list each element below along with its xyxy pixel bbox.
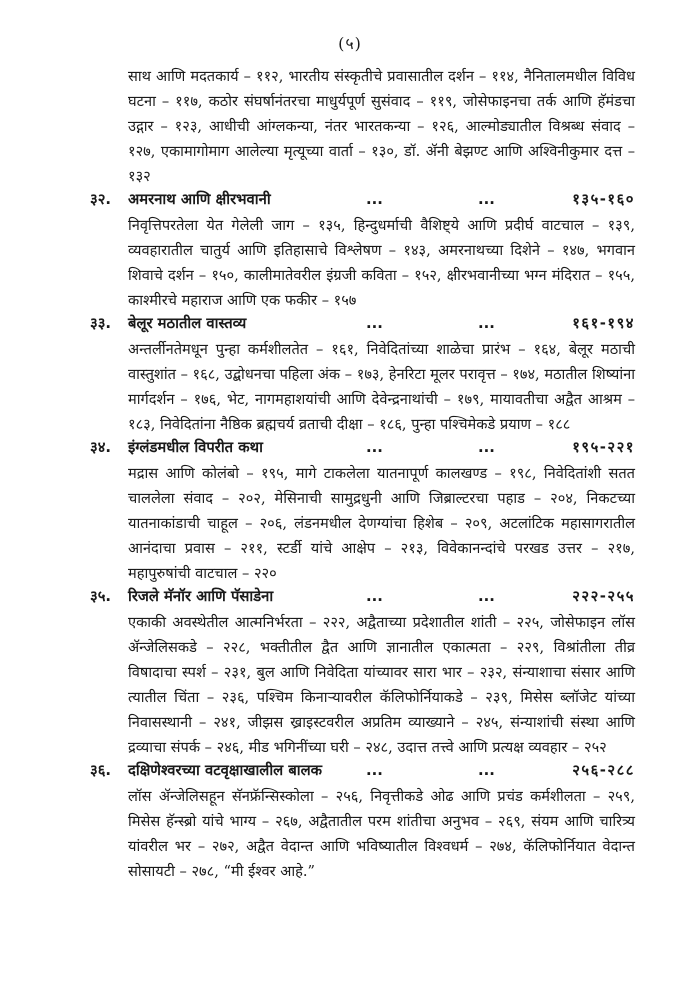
section-leader-dots: ... — [478, 191, 495, 208]
section-heading — [90, 760, 635, 784]
section-title: बेलूर मठातील वास्तव्य — [128, 315, 247, 332]
section-33 — [90, 313, 635, 437]
section-number: ३२. — [90, 191, 112, 208]
section-title: दक्षिणेश्वरच्या वटवृक्षाखालील बालक — [128, 762, 323, 779]
section-leader-dots: ... — [478, 762, 495, 779]
section-paragraph: एकाकी अवस्थेतील आत्मनिर्भरता – २२२, अद्वैताच्या प्रदेशातील शांती – २२५, जोसेफाइन लॉस ॲन्जेलिसकडे – २२८, भक्तीतील द्वैत आणि ज्ञानातील एकात्मता – २२९, विश्रांतीला तीव्र विषादाचा स्पर्श – २३१, बुल आणि निवेदिता यांच्यावर सारा भार – २३२, संन्याशाचा संसार आणि त्यातील चिंता – २३६, पश्चिम किनाऱ्यावरील कॅलिफोर्नियाकडे – २३९, मिसेस ब्लॉजेट यांच्या निवासस्थानी – २४१, जीझस ख्राइस्टवरील अप्रतिम व्याख्याने – २४५, संन्याशांची संस्था आणि द्रव्याचा संपर्क – २४६, मीड भगिनींच्या घरी – २४८, उदात्त तत्त्वे आणि प्रत्यक्ष व्यवहार – २५२ — [128, 614, 635, 756]
section-35 — [90, 586, 635, 760]
section-number: ३४. — [90, 439, 112, 456]
section-leader-dots: ... — [366, 315, 383, 332]
section-page-range: १६१-१९४ — [572, 315, 635, 332]
section-heading — [90, 189, 635, 213]
section-paragraph: लॉस ॲन्जेलिसहून सॅनफ्रॅन्सिस्कोला – २५६, निवृत्तीकडे ओढ आणि प्रचंड कर्मशीलता – २५९, मिसेस हॅन्स्ब्रो यांचे भाग्य – २६७, अद्वैतातील परम शांतीचा अनुभव – २६९, संयम आणि चारित्र्य यांवरील भर – २७२, अद्वैत वेदान्त आणि भविष्यातील विश्वधर्म – २७४, कॅलिफोर्नियात वेदान्त सोसायटी – २७८, “मी ईश्वर आहे.” — [128, 788, 635, 880]
section-heading — [90, 586, 635, 610]
table-of-contents — [90, 64, 635, 884]
section-page-range: २२२-२५५ — [572, 588, 635, 605]
section-leader-dots: ... — [478, 439, 495, 456]
section-leader-dots: ... — [366, 439, 383, 456]
section-number: ३३. — [90, 315, 112, 332]
section-paragraph: अन्तर्लीनतेमधून पुन्हा कर्मशीलतेत – १६१, निवेदितांच्या शाळेचा प्रारंभ – १६४, बेलूर मठाची वास्तुशांत – १६८, उद्बोधनचा पहिला अंक – १७३, हेनरिटा मूलर परावृत्त – १७४, मठातील शिष्यांना मार्गदर्शन – १७६, भेट, नागमहाशयांची आणि देवेन्द्रनाथांची – १७९, मायावतीचा अद्वैत आश्रम – १८३, निवेदितांना नैष्ठिक ब्रह्मचर्य व्रताची दीक्षा – १८६, पुन्हा पश्चिमेकडे प्रयाण – १८८ — [128, 341, 635, 433]
section-title: रिजले मॅनॉर आणि पॅसाडेना — [128, 588, 274, 605]
page-number: (५) — [338, 34, 362, 53]
section-34 — [90, 437, 635, 586]
intro-paragraph: साथ आणि मदतकार्य – ११२, भारतीय संस्कृतीचे प्रवासातील दर्शन – ११४, नैनितालमधील विविध घटना – ११७, कठोर संघर्षानंतरचा माधुर्यपूर्ण सुसंवाद – ११९, जोसेफाइनचा तर्क आणि हॅमंडचा उद्गार – १२३, आधीची आंग्लकन्या, नंतर भारतकन्या – १२६, आल्मोड्यातील विश्रब्ध संवाद – १२७, एकामागोमाग आलेल्या मृत्यूच्या वार्ता – १३०, डॉ. ॲनी बेझण्ट आणि अश्विनीकुमार दत्त – १३२ — [128, 68, 635, 185]
section-32 — [90, 189, 635, 313]
section-leader-dots: ... — [366, 191, 383, 208]
section-heading — [90, 313, 635, 337]
section-heading — [90, 437, 635, 461]
section-leader-dots: ... — [478, 588, 495, 605]
section-36 — [90, 760, 635, 884]
section-number: ३६. — [90, 762, 112, 779]
section-leader-dots: ... — [366, 588, 383, 605]
section-page-range: २५६-२८८ — [572, 762, 635, 779]
section-paragraph: मद्रास आणि कोलंबो – १९५, मागे टाकलेला यातनापूर्ण कालखण्ड – १९८, निवेदितांशी सतत चाललेला संवाद – २०२, मेसिनाची सामुद्रधुनी आणि जिब्राल्टरचा पहाड – २०४, निकटच्या यातनाकांडाची चाहूल – २०६, लंडनमधील देणग्यांचा हिशेब – २०९, अटलांटिक महासागरातील आनंदाचा प्रवास – २११, स्टर्डी यांचे आक्षेप – २१३, विवेकानन्दांचे परखड उत्तर – २१७, महापुरुषांची वाटचाल – २२० — [128, 465, 635, 582]
section-page-range: १३५-१६० — [572, 191, 635, 208]
section-title: अमरनाथ आणि क्षीरभवानी — [128, 191, 271, 208]
section-page-range: १९५-२२१ — [572, 439, 635, 456]
section-title: इंग्लंडमधील विपरीत कथा — [128, 439, 263, 456]
section-number: ३५. — [90, 588, 112, 605]
section-paragraph: निवृत्तिपरतेला येत गेलेली जाग – १३५, हिन्दुधर्माची वैशिष्ट्ये आणि प्रदीर्घ वाटचाल – १३९, व्यवहारातील चातुर्य आणि इतिहासाचे विश्लेषण – १४३, अमरनाथच्या दिशेने – १४७, भगवान शिवाचे दर्शन – १५०, कालीमातेवरील इंग्रजी कविता – १५२, क्षीरभवानीच्या भग्न मंदिरात – १५५, काश्मीरचे महाराज आणि एक फकीर – १५७ — [128, 217, 635, 309]
section-leader-dots: ... — [478, 315, 495, 332]
section-leader-dots: ... — [366, 762, 383, 779]
